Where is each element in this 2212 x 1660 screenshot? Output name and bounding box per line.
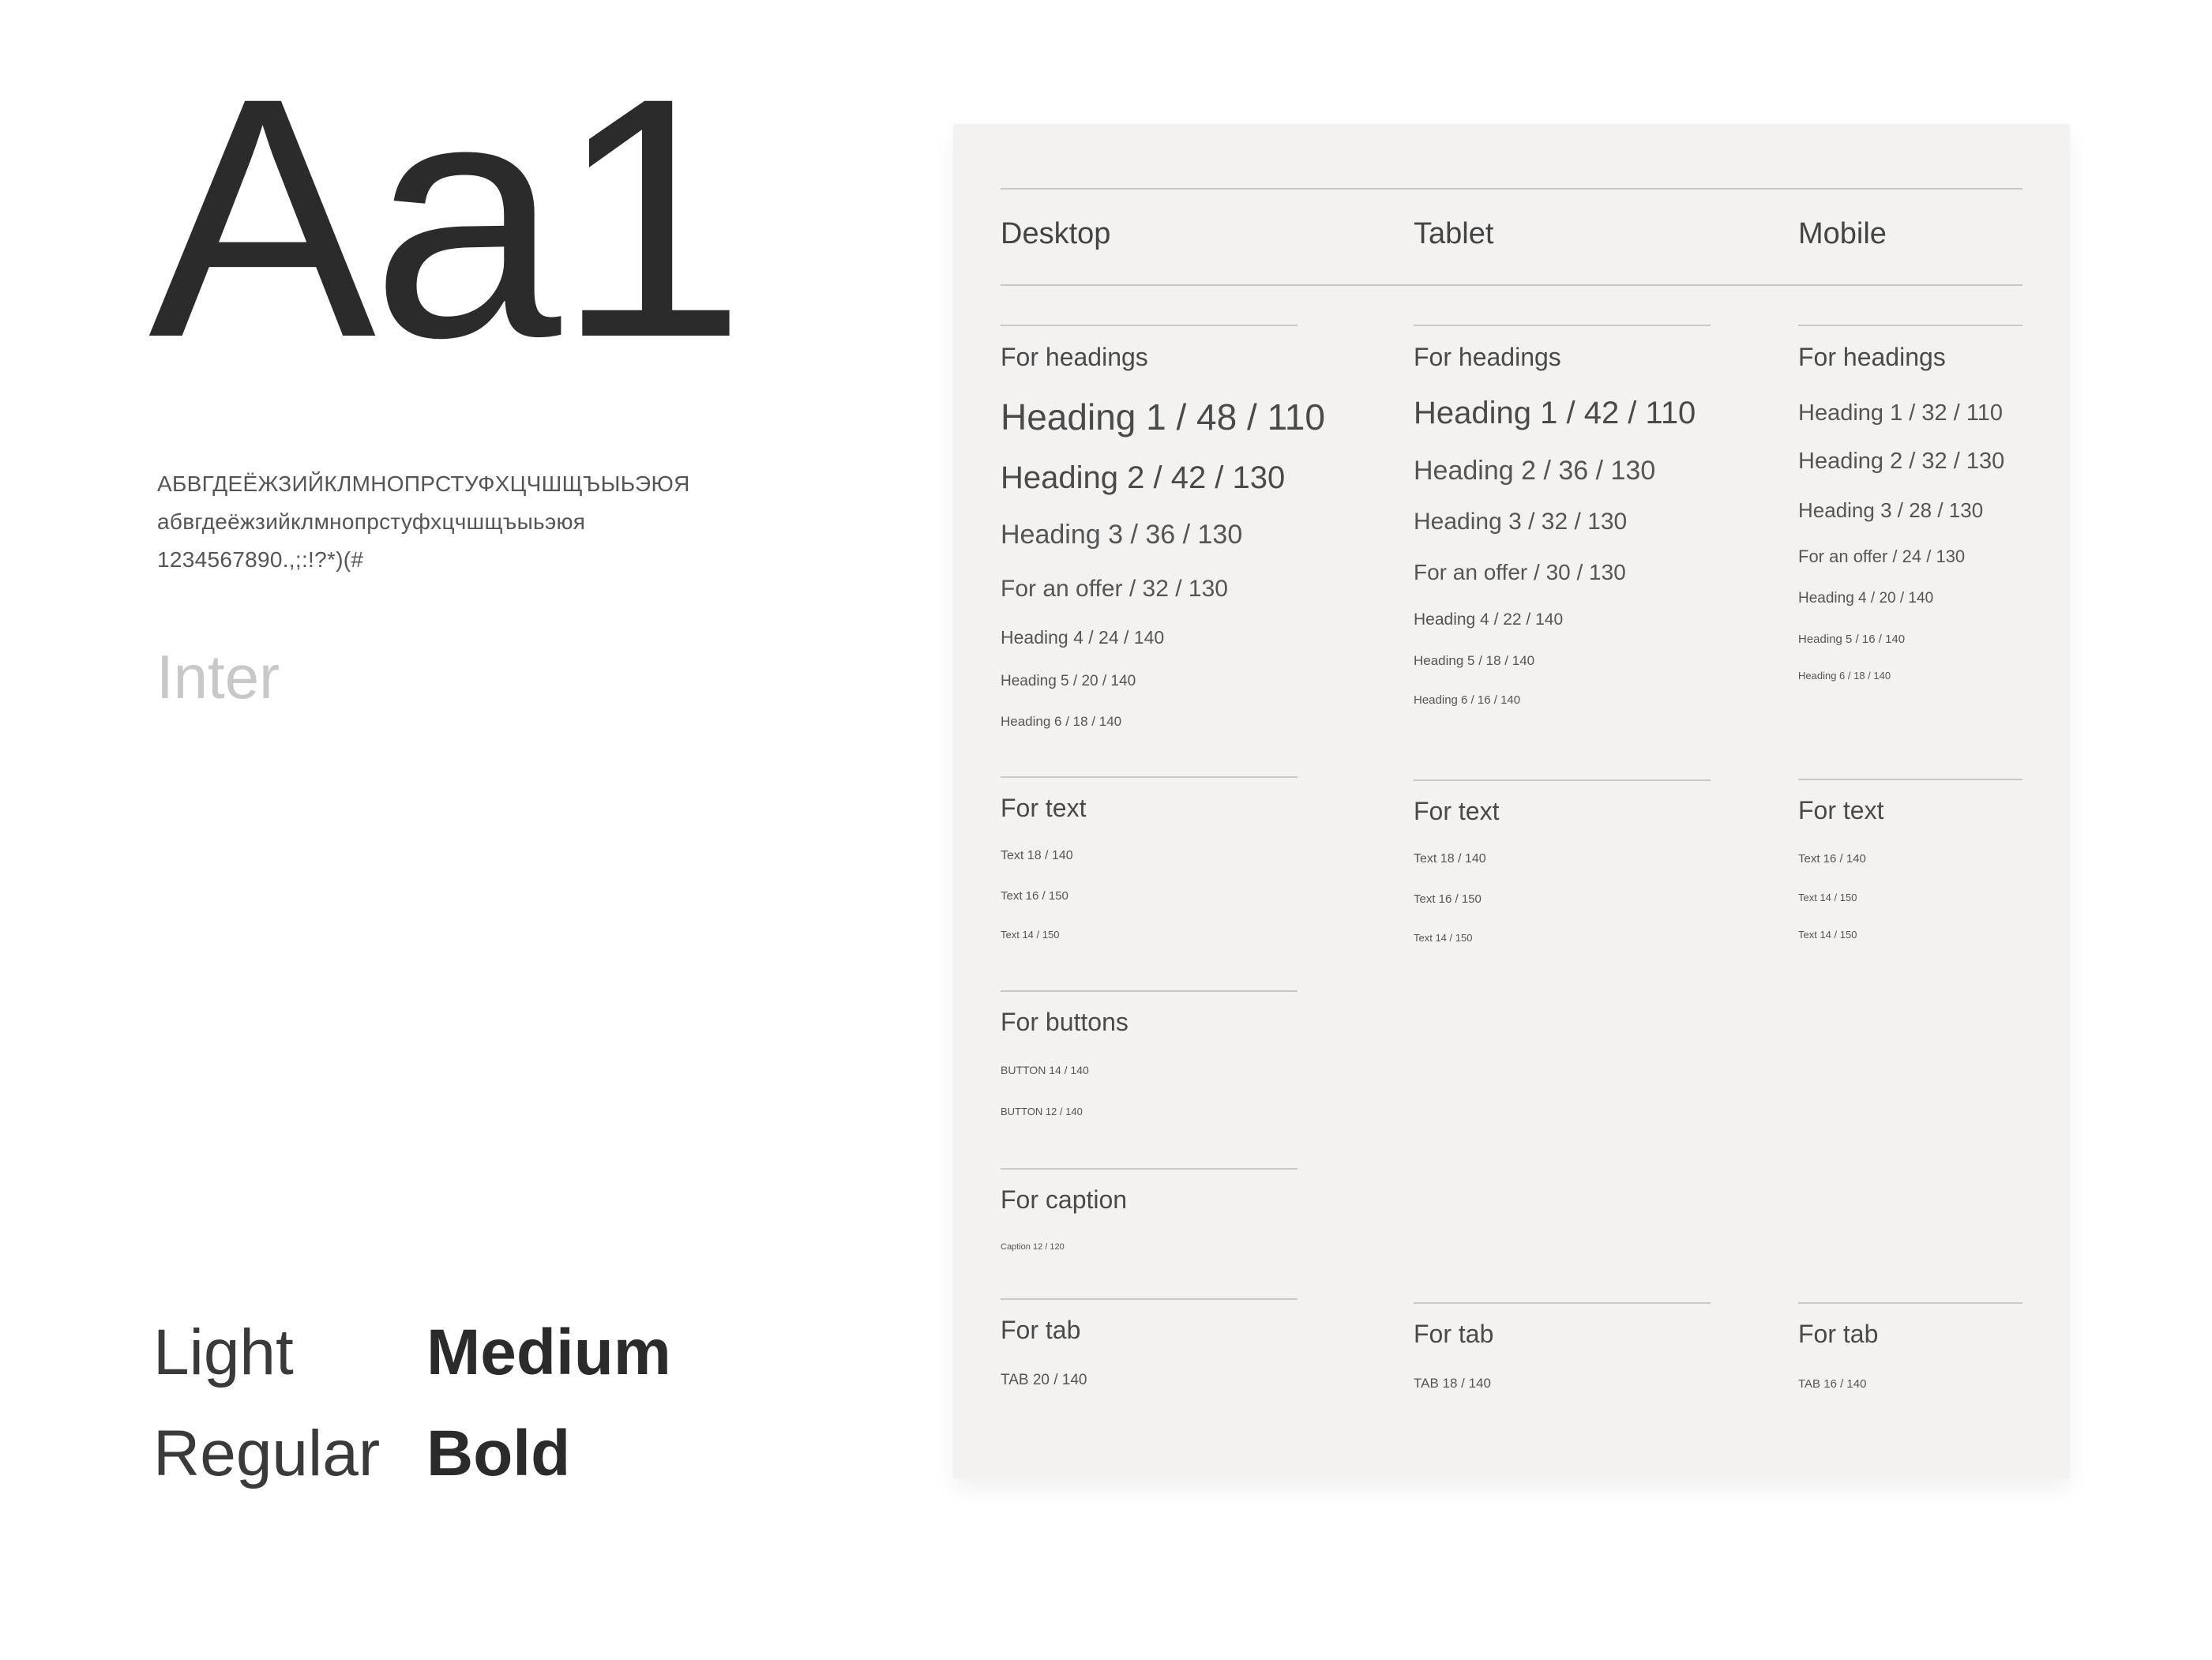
sample-heading-6: Heading 6 / 18 / 140 [1001, 714, 1122, 729]
divider [1798, 779, 2022, 780]
sample-heading-4: Heading 4 / 24 / 140 [1001, 627, 1165, 648]
column-title-tablet: Tablet [1414, 217, 1494, 250]
font-family-name: Inter [156, 642, 280, 712]
sample-tab-20: TAB 20 / 140 [1001, 1372, 1087, 1388]
sample-text-16: Text 16 / 150 [1414, 892, 1482, 906]
sample-heading-3: Heading 3 / 32 / 130 [1414, 509, 1628, 535]
section-title-headings: For headings [1798, 343, 1946, 371]
sample-heading-6: Heading 6 / 16 / 140 [1414, 693, 1521, 707]
section-title-buttons: For buttons [1001, 1008, 1129, 1036]
uppercase-alphabet: АБВГДЕЁЖЗИЙКЛМНОПРСТУФХЦЧШЩЪЫЬЭЮЯ [157, 471, 690, 496]
section-title-tab: For tab [1414, 1320, 1494, 1348]
sample-heading-5: Heading 5 / 16 / 140 [1798, 633, 1906, 646]
sample-heading-5: Heading 5 / 20 / 140 [1001, 673, 1136, 689]
sample-text-14: Text 14 / 150 [1001, 929, 1060, 941]
sample-tab-16: TAB 16 / 140 [1798, 1377, 1867, 1391]
digits-and-symbols: 1234567890.,;:!?*)(# [157, 547, 364, 572]
divider [1798, 325, 2022, 326]
weight-regular: Regular [153, 1418, 381, 1489]
sample-heading-6: Heading 6 / 18 / 140 [1798, 670, 1891, 682]
sample-heading-3: Heading 3 / 36 / 130 [1001, 520, 1243, 550]
sample-heading-4: Heading 4 / 22 / 140 [1414, 610, 1564, 629]
sample-heading-1: Heading 1 / 48 / 110 [1001, 396, 1325, 438]
divider [1001, 1168, 1298, 1170]
lowercase-alphabet: абвгдеёжзийклмнопрстуфхцчшщъыьэюя [157, 509, 586, 534]
sample-text-16: Text 16 / 150 [1001, 889, 1068, 903]
section-title-text: For text [1414, 797, 1500, 825]
sample-button-12: BUTTON 12 / 140 [1001, 1106, 1083, 1117]
weight-light: Light [153, 1316, 294, 1388]
divider [1001, 325, 1298, 326]
type-scale-panel [953, 124, 2070, 1478]
divider [1414, 1302, 1711, 1304]
section-title-headings: For headings [1414, 343, 1561, 371]
sample-text-16: Text 16 / 140 [1798, 852, 1866, 866]
sample-text-14: Text 14 / 150 [1798, 892, 1857, 903]
section-title-tab: For tab [1798, 1320, 1879, 1348]
section-title-headings: For headings [1001, 343, 1148, 371]
sample-heading-1: Heading 1 / 42 / 110 [1414, 396, 1696, 430]
divider [1001, 188, 2022, 190]
sample-caption-12: Caption 12 / 120 [1001, 1242, 1065, 1252]
sample-heading-5: Heading 5 / 18 / 140 [1414, 653, 1535, 668]
weight-bold: Bold [426, 1418, 571, 1489]
sample-offer: For an offer / 24 / 130 [1798, 546, 1966, 566]
divider [1001, 776, 1298, 778]
divider [1798, 1302, 2022, 1304]
sample-heading-2: Heading 2 / 42 / 130 [1001, 460, 1286, 495]
sample-heading-4: Heading 4 / 20 / 140 [1798, 590, 1934, 607]
divider [1001, 1298, 1298, 1300]
sample-text-18: Text 18 / 140 [1001, 849, 1073, 862]
sample-heading-2: Heading 2 / 36 / 130 [1414, 456, 1656, 486]
sample-offer: For an offer / 32 / 130 [1001, 576, 1228, 602]
sample-heading-1: Heading 1 / 32 / 110 [1798, 400, 2004, 426]
sample-button-14: BUTTON 14 / 140 [1001, 1064, 1089, 1076]
sample-tab-18: TAB 18 / 140 [1414, 1376, 1491, 1391]
sample-text-18: Text 18 / 140 [1414, 852, 1486, 866]
column-title-mobile: Mobile [1798, 217, 1887, 250]
divider [1414, 325, 1711, 326]
sample-heading-3: Heading 3 / 28 / 130 [1798, 498, 1984, 522]
section-title-text: For text [1001, 794, 1087, 822]
weight-medium: Medium [426, 1316, 671, 1388]
divider [1414, 779, 1711, 781]
sample-heading-2: Heading 2 / 32 / 130 [1798, 449, 2005, 474]
divider [1001, 990, 1298, 992]
glyph-specimen: Aa1 [148, 27, 742, 408]
divider [1001, 284, 2022, 286]
sample-offer: For an offer / 30 / 130 [1414, 560, 1626, 584]
section-title-caption: For caption [1001, 1185, 1128, 1214]
sample-text-14: Text 14 / 150 [1414, 932, 1473, 944]
sample-text-14-alt: Text 14 / 150 [1798, 929, 1857, 941]
column-title-desktop: Desktop [1001, 217, 1111, 250]
section-title-tab: For tab [1001, 1316, 1081, 1344]
section-title-text: For text [1798, 796, 1884, 824]
